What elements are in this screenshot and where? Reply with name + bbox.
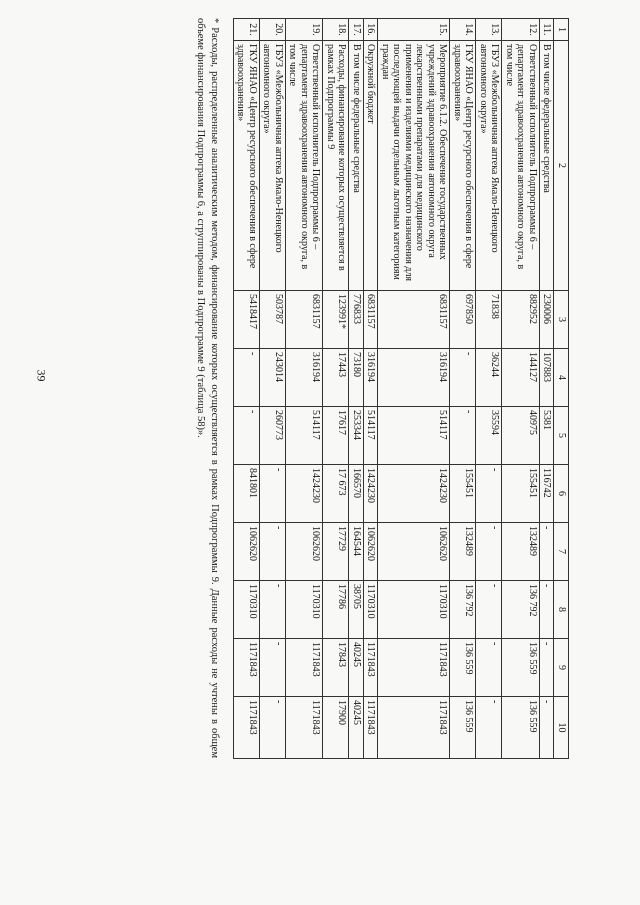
value-cell: -: [476, 581, 502, 639]
value-cell: 17786: [323, 581, 349, 639]
row-number: 11.: [540, 19, 555, 41]
table-row: [286, 19, 324, 759]
value-cell: 123991*: [323, 291, 349, 349]
row-number: 18.: [323, 19, 349, 41]
value-cell: 136 559: [502, 639, 540, 697]
table-row: [364, 19, 379, 759]
value-cell: 6831157: [286, 291, 324, 349]
value-cell: -: [450, 407, 476, 465]
value-cell: -: [260, 697, 286, 759]
value-cell: 776833: [349, 291, 364, 349]
row-name: Мероприятие 6.1.2. Обеспечение государственных учреждений здравоохранения автономного округа лекарственными препаратами для медицинского применения и изделиями медицинского назначения для последующей выдачи отдельным льготным категориям граждан: [378, 41, 450, 291]
table-row: [540, 19, 555, 759]
value-cell: 40245: [349, 697, 364, 759]
value-cell: 316194: [364, 349, 379, 407]
value-cell: 155451: [450, 465, 476, 523]
value-cell: 1062620: [378, 523, 450, 581]
value-cell: 6831157: [364, 291, 379, 349]
value-cell: 17843: [323, 639, 349, 697]
value-cell: 253344: [349, 407, 364, 465]
value-cell: 17617: [323, 407, 349, 465]
value-cell: 155451: [502, 465, 540, 523]
value-cell: 1171843: [378, 639, 450, 697]
value-cell: 35594: [476, 407, 502, 465]
value-cell: 40975: [502, 407, 540, 465]
column-header: 4: [554, 349, 569, 407]
value-cell: 1424230: [378, 465, 450, 523]
value-cell: 1170310: [234, 581, 260, 639]
value-cell: 1062620: [286, 523, 324, 581]
value-cell: 1171843: [286, 697, 324, 759]
value-cell: 136 559: [450, 639, 476, 697]
value-cell: 514117: [364, 407, 379, 465]
page-number: 39: [34, 369, 49, 382]
table-header: [554, 19, 569, 759]
rotated-content: [64, 18, 569, 778]
value-cell: 1062620: [234, 523, 260, 581]
value-cell: 230006: [540, 291, 555, 349]
value-cell: 514117: [378, 407, 450, 465]
row-name: ГКУ ЯНАО «Центр ресурсного обеспечения в сфере здравоохранения»: [450, 41, 476, 291]
value-cell: -: [540, 639, 555, 697]
value-cell: -: [234, 349, 260, 407]
value-cell: 17900: [323, 697, 349, 759]
row-number: 19.: [286, 19, 324, 41]
value-cell: 1171843: [234, 639, 260, 697]
row-name: В том числе федеральные средства: [540, 41, 555, 291]
column-header: 9: [554, 639, 569, 697]
value-cell: -: [260, 523, 286, 581]
row-name: Ответственный исполнитель Подпрограммы 6 – департамент здравоохранения автономного округа, в том числе: [286, 41, 324, 291]
value-cell: 73180: [349, 349, 364, 407]
value-cell: 316194: [286, 349, 324, 407]
row-name: ГКУ ЯНАО «Центр ресурсного обеспечения в сфере здравоохранения»: [234, 41, 260, 291]
value-cell: 514117: [286, 407, 324, 465]
value-cell: 136 559: [450, 697, 476, 759]
value-cell: 132489: [502, 523, 540, 581]
finance-table: [233, 18, 569, 759]
row-name: ГБУЗ «Межбольничная аптека Ямало-Ненецкого автономного округа»: [260, 41, 286, 291]
value-cell: 243014: [260, 349, 286, 407]
value-cell: -: [540, 523, 555, 581]
row-number: 14.: [450, 19, 476, 41]
value-cell: -: [450, 349, 476, 407]
row-number: 17.: [349, 19, 364, 41]
value-cell: 136 792: [502, 581, 540, 639]
value-cell: 132489: [450, 523, 476, 581]
column-header: 5: [554, 407, 569, 465]
value-cell: 5381: [540, 407, 555, 465]
row-name: ГБУЗ «Межбольничная аптека Ямало-Ненецкого автономного округа»: [476, 41, 502, 291]
value-cell: 1171843: [378, 697, 450, 759]
row-name: Окружной бюджет: [364, 41, 379, 291]
value-cell: 697850: [450, 291, 476, 349]
value-cell: -: [260, 465, 286, 523]
row-name: Ответственный исполнитель Подпрограммы 6 – департамент здравоохранения автономного округа, в том числе: [502, 41, 540, 291]
value-cell: -: [476, 523, 502, 581]
table-row: [476, 19, 502, 759]
column-header: 1: [554, 19, 569, 41]
value-cell: 1170310: [378, 581, 450, 639]
row-number: 21.: [234, 19, 260, 41]
value-cell: 71838: [476, 291, 502, 349]
value-cell: 1170310: [286, 581, 324, 639]
value-cell: 17443: [323, 349, 349, 407]
value-cell: 17 673: [323, 465, 349, 523]
value-cell: 260773: [260, 407, 286, 465]
value-cell: 136 559: [502, 697, 540, 759]
row-name: В том числе федеральные средства: [349, 41, 364, 291]
table-row: [502, 19, 540, 759]
value-cell: -: [234, 407, 260, 465]
value-cell: 144127: [502, 349, 540, 407]
value-cell: 882952: [502, 291, 540, 349]
value-cell: 503787: [260, 291, 286, 349]
column-header: 6: [554, 465, 569, 523]
value-cell: -: [476, 639, 502, 697]
value-cell: 316194: [378, 349, 450, 407]
value-cell: 1424230: [286, 465, 324, 523]
value-cell: 164544: [349, 523, 364, 581]
value-cell: 1171843: [234, 697, 260, 759]
value-cell: 1062620: [364, 523, 379, 581]
value-cell: 1170310: [364, 581, 379, 639]
row-name: Расходы, финансирование которых осуществляется в рамках Подпрограммы 9: [323, 41, 349, 291]
value-cell: 36244: [476, 349, 502, 407]
value-cell: -: [476, 697, 502, 759]
footnote: * Расходы, распределенные аналитическим методом, финансирование которых осуществляется в рамках Подпрограммы 9. Данные расходы не учтены в общем объеме финансирования Подпрограммы 6, а сгруппированы в Подпрограмме 9 (таблица 58)».: [194, 18, 220, 758]
value-cell: -: [540, 697, 555, 759]
value-cell: -: [260, 639, 286, 697]
row-number: 20.: [260, 19, 286, 41]
column-header: 7: [554, 523, 569, 581]
value-cell: 1171843: [286, 639, 324, 697]
column-header: 8: [554, 581, 569, 639]
value-cell: 38705: [349, 581, 364, 639]
table-row: [323, 19, 349, 759]
value-cell: 40245: [349, 639, 364, 697]
value-cell: 116742: [540, 465, 555, 523]
column-header: 2: [554, 41, 569, 291]
row-number: 16.: [364, 19, 379, 41]
table-row: [349, 19, 364, 759]
value-cell: 5418417: [234, 291, 260, 349]
value-cell: 1171843: [364, 697, 379, 759]
table-row: [234, 19, 260, 759]
value-cell: 136 792: [450, 581, 476, 639]
value-cell: 166570: [349, 465, 364, 523]
column-header: 10: [554, 697, 569, 759]
row-number: 15.: [378, 19, 450, 41]
value-cell: 1424230: [364, 465, 379, 523]
column-header: 3: [554, 291, 569, 349]
row-number: 12.: [502, 19, 540, 41]
value-cell: -: [476, 465, 502, 523]
value-cell: 107883: [540, 349, 555, 407]
value-cell: 6831157: [378, 291, 450, 349]
value-cell: 17729: [323, 523, 349, 581]
row-number: 13.: [476, 19, 502, 41]
table-body: [234, 19, 555, 759]
value-cell: -: [540, 581, 555, 639]
table-row: [260, 19, 286, 759]
value-cell: 1171843: [364, 639, 379, 697]
table-row: [378, 19, 450, 759]
value-cell: 841801: [234, 465, 260, 523]
value-cell: -: [260, 581, 286, 639]
table-row: [450, 19, 476, 759]
